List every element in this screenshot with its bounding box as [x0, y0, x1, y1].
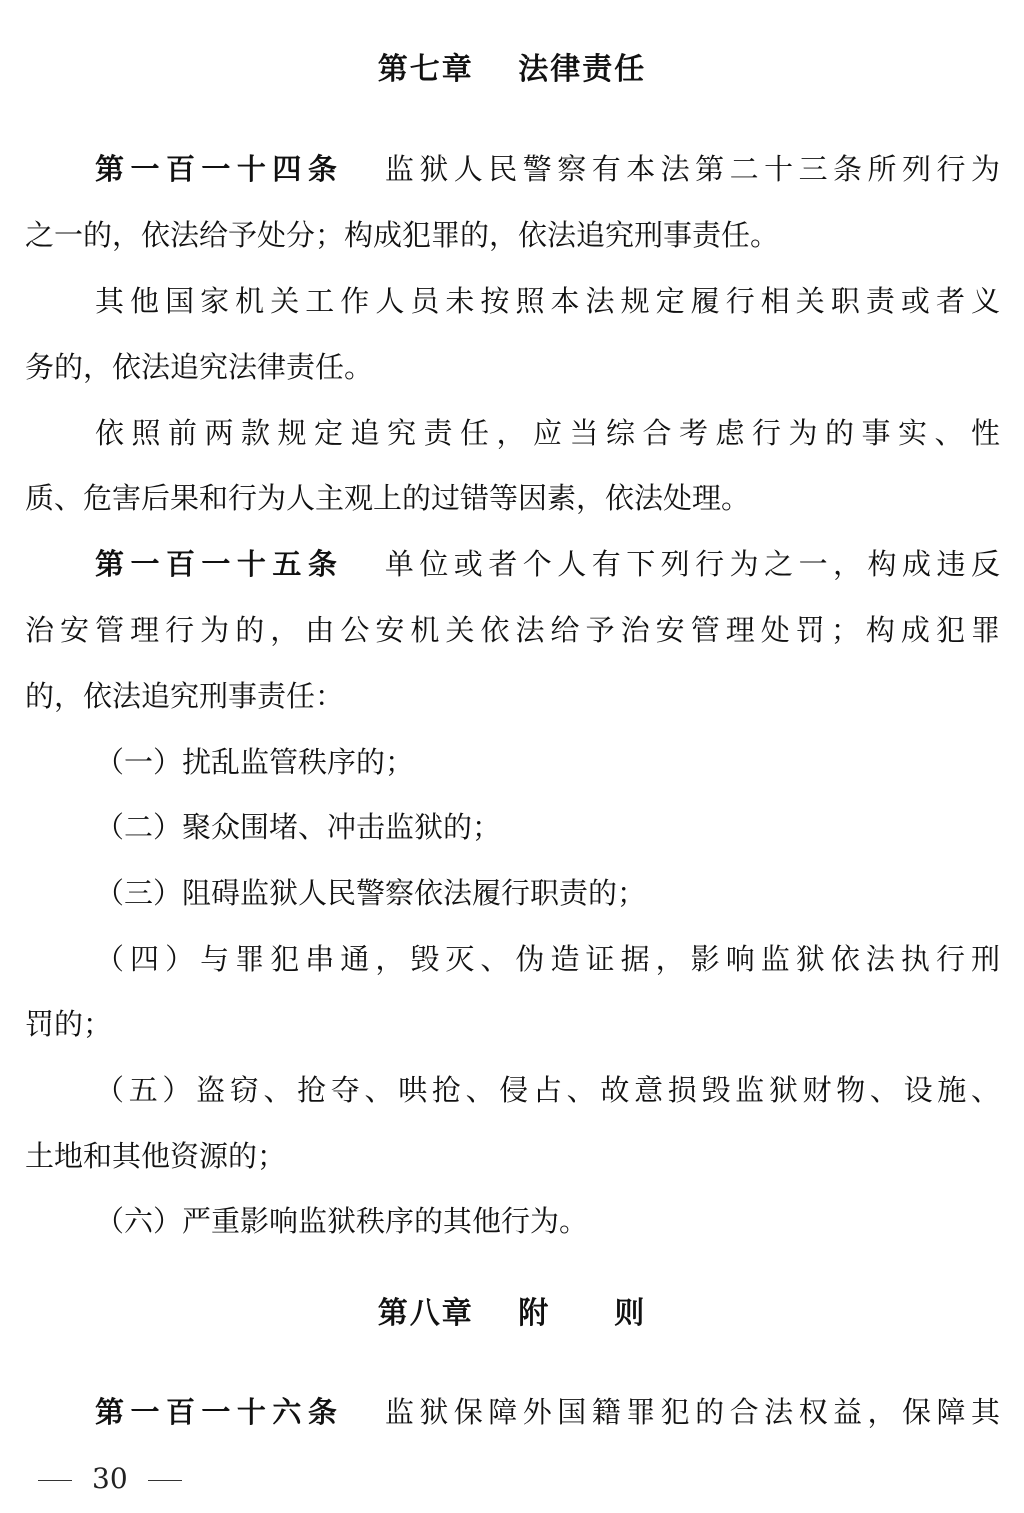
chapter-7-label: 第七章 [377, 52, 474, 87]
article-114-text-2: 之一的，依法给予处分；构成犯罪的，依法追究刑事责任。 [25, 218, 780, 252]
article-114-para2-line1: 其他国家机关工作人员未按照本法规定履行相关职责或者义 [95, 284, 1000, 318]
chapter-8-heading [0, 1292, 1024, 1336]
article-115-item-4-line2: 罚的； [25, 1007, 113, 1041]
article-114-heading: 第一百一十四条 [95, 152, 344, 186]
chapter-7-title: 法律责任 [518, 52, 647, 87]
article-115-heading: 第一百一十五条 [95, 547, 344, 581]
article-114-para2-line2: 务的，依法追究法律责任。 [25, 350, 374, 384]
chapter-8-label: 第八章 [377, 1296, 474, 1331]
footer-dash-left [38, 1480, 72, 1481]
article-115-item-1: （一）扰乱监管秩序的； [95, 745, 415, 779]
article-114-first-line [95, 147, 1000, 191]
article-114-para3-line2: 质、危害后果和行为人主观上的过错等因素，依法处理。 [25, 481, 751, 515]
article-114-text-1: 监狱人民警察有本法第二十三条所列行为 [379, 152, 1000, 186]
article-115-item-3: （三）阻碍监狱人民警察依法履行职责的； [95, 876, 647, 910]
article-114-para3-line1: 依照前两款规定追究责任，应当综合考虑行为的事实、性 [95, 416, 1000, 450]
chapter-7-heading [0, 48, 1024, 92]
chapter-8-title: 附 则 [518, 1296, 647, 1331]
article-115-item-2: （二）聚众围堵、冲击监狱的； [95, 810, 502, 844]
page-footer [30, 1459, 202, 1499]
page-number: 30 [92, 1462, 128, 1495]
article-115-item-5-line2: 土地和其他资源的； [25, 1139, 287, 1173]
article-115-text-1: 单位或者个人有下列行为之一，构成违反 [379, 547, 1000, 581]
article-116-text-1: 监狱保障外国籍罪犯的合法权益，保障其 [379, 1395, 1000, 1429]
article-115-item-4-line1: （四）与罪犯串通，毁灭、伪造证据，影响监狱依法执行刑 [95, 942, 1000, 976]
article-115-first-line [95, 542, 1000, 586]
article-116-heading: 第一百一十六条 [95, 1395, 344, 1429]
article-115-item-5-line1: （五）盗窃、抢夺、哄抢、侵占、故意损毁监狱财物、设施、 [95, 1073, 1000, 1107]
article-116-first-line [95, 1390, 1000, 1434]
footer-dash-right [148, 1480, 182, 1481]
article-115-text-2: 治安管理行为的，由公安机关依法给予治安管理处罚；构成犯罪 [25, 613, 1000, 647]
article-115-item-6: （六）严重影响监狱秩序的其他行为。 [95, 1204, 589, 1238]
article-115-text-3: 的，依法追究刑事责任： [25, 679, 345, 713]
